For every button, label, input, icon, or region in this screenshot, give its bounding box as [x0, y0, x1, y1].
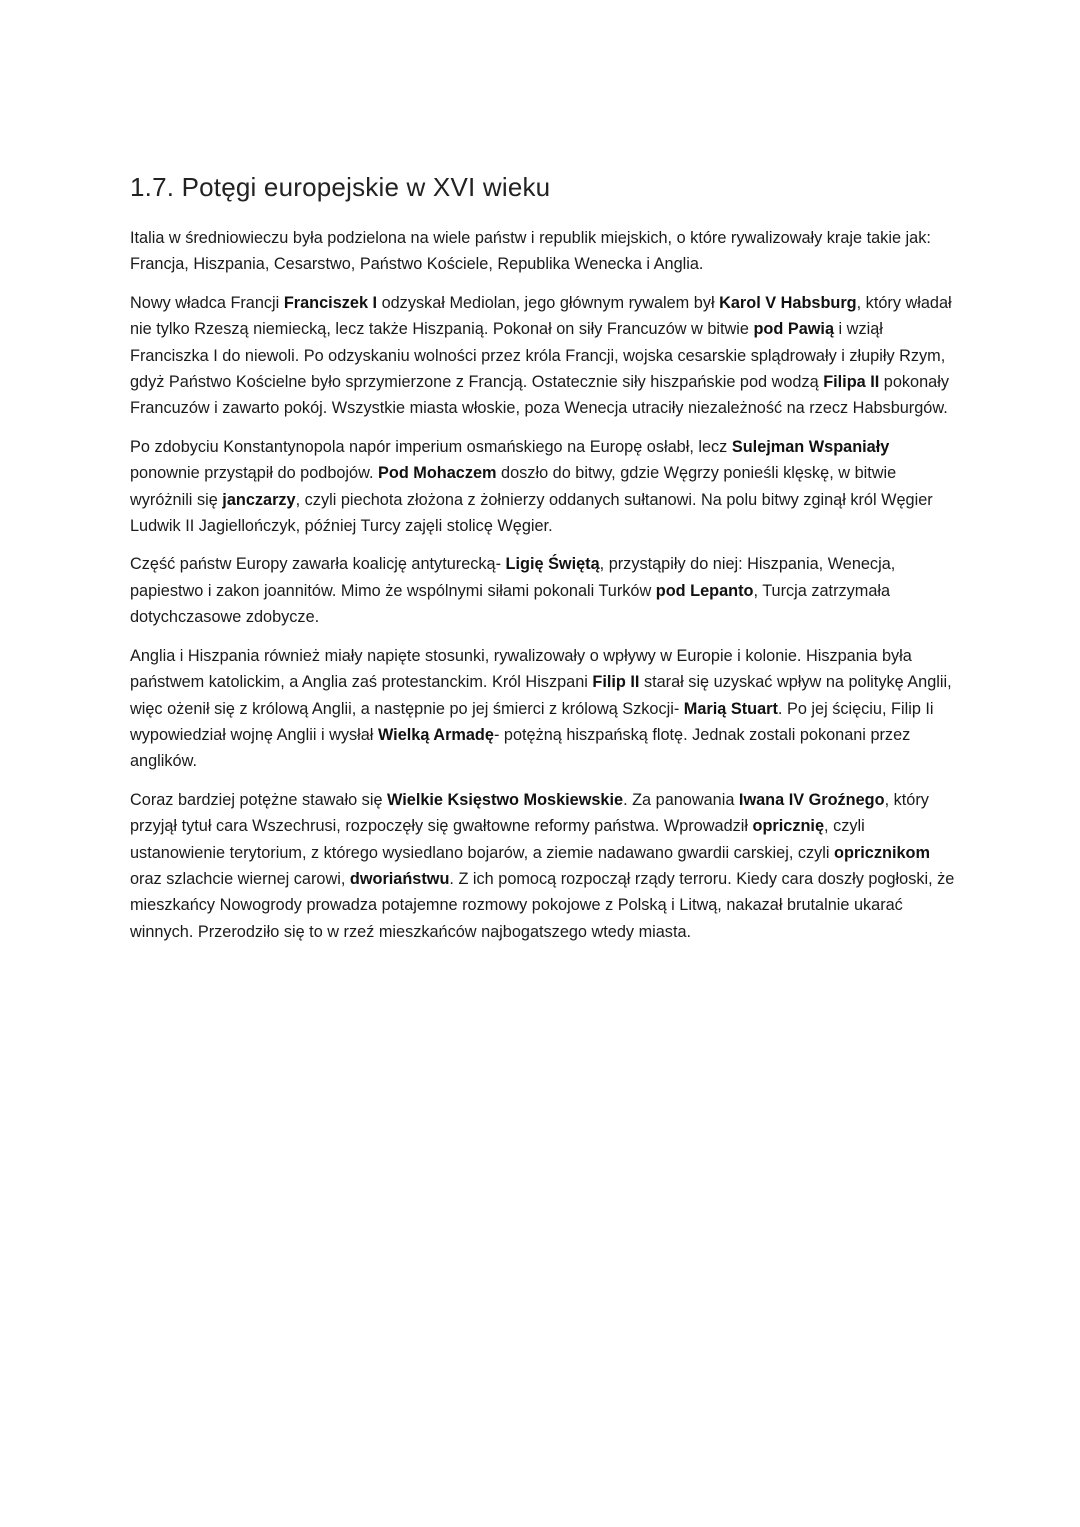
paragraph-italia [130, 225, 960, 278]
bold-term: Filipa II [823, 373, 880, 392]
text-run: Italia w średniowieczu była podzielona na wiele państw i republik miejskich, o które rywalizowały kraje takie jak: Francja, Hiszpania, Cesarstwo, Państwo Kościele, Republika Wenecka i Anglia. [130, 229, 931, 274]
bold-term: Wielką Armadę [377, 725, 494, 744]
text-run: . Z ich pomocą rozpoczął rządy terroru. Kiedy cara doszły pogłoski, że mieszkańcy Nowogrody prowadza potajemne rozmowy pokojowe z Polską i Litwą, nakazał brutalnie ukarać winnych. Przerodziło się to w rzeź mieszkańców najbogatszego wtedy miasta. [130, 869, 955, 941]
bold-term: Franciszek I [283, 293, 378, 312]
text-run: , przystąpiły do niej: Hiszpania, Wenecja, papiestwo i zakon joannitów. Mimo że wspólnymi siłami pokonali Turków [130, 555, 896, 600]
text-run: pokonały Francuzów i zawarto pokój. Wszystkie miasta włoskie, poza Wenecja utraciły niezależność na rzecz Habsburgów. [130, 373, 949, 418]
text-run: , Turcja zatrzymała dotychczasowe zdobycze. [130, 581, 891, 627]
bold-term: Karol V Habsburg [719, 293, 857, 312]
text-run: ponownie przystąpił do podbojów. [130, 464, 379, 483]
document-page [130, 172, 960, 957]
text-run: Nowy władca Francji [130, 293, 284, 312]
bold-term: Sulejman Wspaniały [731, 437, 890, 456]
paragraph-anglia-hiszpania [130, 643, 960, 775]
document-body [130, 225, 960, 945]
text-run: odzyskał Mediolan, jego głównym rywalem był [377, 293, 720, 312]
paragraph-imperium-osmanskie [130, 434, 960, 540]
text-run: - potężną hiszpańską flotę. Jednak zostali pokonani przez anglików. [130, 725, 911, 771]
text-run: doszło do bitwy, gdzie Węgrzy ponieśli klęskę, w bitwie wyróżnili się [130, 464, 897, 509]
paragraph-ksiestwo-moskiewskie [130, 787, 960, 945]
text-run: Anglia i Hiszpania również miały napięte stosunki, rywalizowały o wpływy w Europie i kolonie. Hiszpania była państwem katolickim, a Anglia zaś protestanckim. Król Hiszpani [130, 646, 912, 692]
text-run: Część państw Europy zawarła koalicję antyturecką- [130, 555, 506, 574]
text-run: , czyli piechota złożona z żołnierzy oddanych sułtanowi. Na polu bitwy zginął król Węgier Ludwik II Jagiellończyk, później Turcy zajęli stolicę Węgier. [130, 490, 933, 536]
bold-term: Wielkie Księstwo Moskiewskie [387, 790, 624, 809]
text-run: Po zdobyciu Konstantynopola napór imperium osmańskiego na Europę osłabł, lecz [130, 437, 732, 456]
paragraph-liga-swieta [130, 551, 960, 630]
bold-term: Iwana IV Groźnego [738, 790, 885, 809]
bold-term: Pod Mohaczem [378, 464, 497, 483]
paragraph-francja [130, 290, 960, 422]
bold-term: pod Pawią [753, 320, 835, 339]
text-run: i wziął Franciszka I do niewoli. Po odzyskaniu wolności przez króla Francji, wojska cesarskie splądrowały i złupiły Rzym, gdyż Państwo Kościelne było sprzymierzone z Francją. Ostatecznie siły hiszpańskie pod wodzą [130, 320, 946, 392]
bold-term: pod Lepanto [655, 581, 754, 600]
text-run: . Za panowania [623, 790, 739, 809]
bold-term: opricznikom [834, 843, 930, 862]
bold-term: janczarzy [222, 490, 296, 509]
bold-term: opricznię [752, 817, 825, 836]
text-run: Coraz bardziej potężne stawało się [130, 790, 388, 809]
text-run: , który przyjął tytuł cara Wszechrusi, rozpoczęły się gwałtowne reformy państwa. Wprowadził [130, 790, 929, 836]
bold-term: Filip II [592, 673, 640, 692]
text-run: , który władał nie tylko Rzeszą niemiecką, lecz także Hiszpanią. Pokonał on siły Francuzów w bitwie [130, 293, 952, 339]
text-run: starał się uzyskać wpływ na politykę Anglii, więc ożenił się z królową Anglii, a następnie po jej śmierci z królową Szkocji- [130, 673, 952, 718]
text-run: oraz szlachcie wiernej carowi, [130, 869, 350, 888]
bold-term: Ligię Świętą [505, 555, 600, 574]
bold-term: Marią Stuart [683, 699, 778, 718]
text-run: , czyli ustanowienie terytorium, z którego wysiedlano bojarów, a ziemie nadawano gwardii carskiej, czyli [130, 817, 865, 862]
bold-term: dworiaństwu [349, 869, 450, 888]
section-title: 1.7. Potęgi europejskie w XVI wieku [130, 172, 551, 202]
text-run: . Po jej ścięciu, Filip Ii wypowiedział wojnę Anglii i wysłał [130, 699, 934, 744]
